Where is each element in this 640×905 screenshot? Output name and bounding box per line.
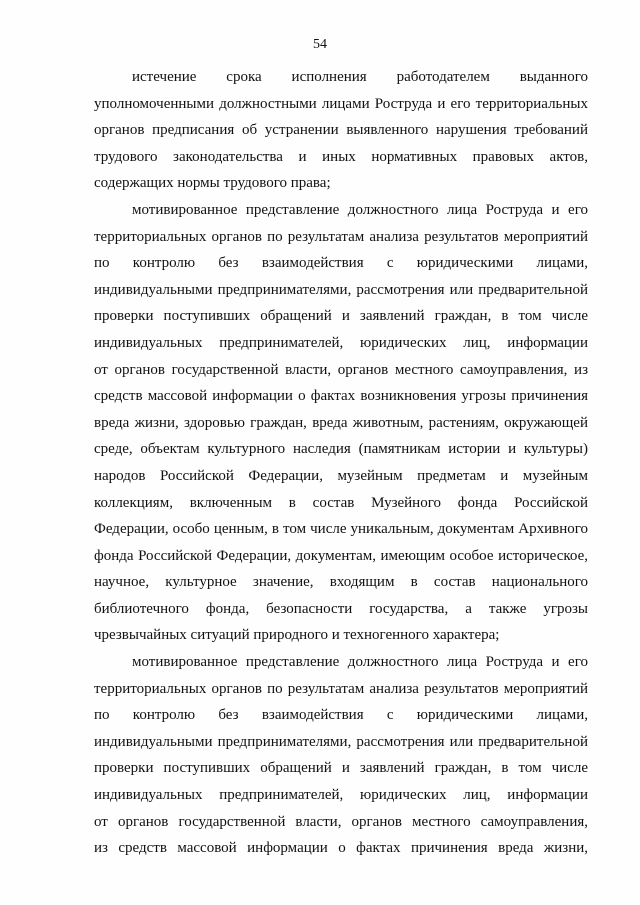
text-line: индивидуальными предпринимателями, рассмотрения или предварительной: [94, 281, 588, 298]
text-line: органов предписания об устранении выявленного нарушения требований: [94, 122, 588, 139]
text-line: от органов государственной власти, органов местного самоуправления,: [94, 813, 588, 830]
text-line: территориальных органов по результатам анализа результатов мероприятий: [94, 680, 588, 697]
text-line: мотивированное представление должностного лица Роструда и его: [132, 201, 588, 218]
text-line: проверки поступивших обращений и заявлений граждан, в том числе: [94, 760, 588, 777]
text-line: мотивированное представление должностного лица Роструда и его: [132, 654, 588, 671]
text-line: от органов государственной власти, органов местного самоуправления, из: [94, 361, 588, 378]
text-line: из средств массовой информации о фактах причинения вреда жизни,: [94, 840, 588, 857]
text-line: библиотечного фонда, безопасности государства, а также угрозы: [94, 600, 588, 617]
text-line: по контролю без взаимодействия с юридическими лицами,: [94, 255, 588, 272]
page-number: 54: [313, 37, 327, 52]
text-line: среде, объектам культурного наследия (памятникам истории и культуры): [94, 441, 588, 458]
text-line: народов Российской Федерации, музейным предметам и музейным: [94, 467, 588, 484]
text-line: фонда Российской Федерации, документам, имеющим особое историческое,: [94, 547, 588, 564]
text-line: содержащих нормы трудового права;: [94, 175, 331, 192]
text-line: проверки поступивших обращений и заявлений граждан, в том числе: [94, 308, 588, 325]
paragraph: [94, 649, 588, 862]
text-line: истечение срока исполнения работодателем выданного: [132, 69, 588, 85]
document-body: [94, 64, 588, 862]
text-line: коллекциям, включенным в состав Музейного фонда Российской: [94, 494, 588, 511]
text-line: вреда жизни, здоровью граждан, вреда животным, растениям, окружающей: [94, 414, 588, 431]
text-line: чрезвычайных ситуаций природного и техногенного характера;: [94, 627, 500, 644]
paragraph: [94, 64, 588, 197]
paragraph: [94, 197, 588, 649]
text-line: индивидуальных предпринимателей, юридических лиц, информации: [94, 787, 588, 804]
text-line: трудового законодательства и иных нормативных правовых актов,: [94, 148, 588, 165]
text-line: научное, культурное значение, входящим в состав национального: [94, 574, 588, 591]
text-line: по контролю без взаимодействия с юридическими лицами,: [94, 707, 588, 724]
text-line: индивидуальных предпринимателей, юридических лиц, информации: [94, 334, 588, 351]
text-line: территориальных органов по результатам анализа результатов мероприятий: [94, 228, 588, 245]
text-line: Федерации, особо ценным, в том числе уникальным, документам Архивного: [94, 521, 588, 538]
text-line: средств массовой информации о фактах возникновения угрозы причинения: [94, 388, 588, 405]
text-line: уполномоченными должностными лицами Роструда и его территориальных: [94, 95, 588, 112]
text-line: индивидуальными предпринимателями, рассмотрения или предварительной: [94, 733, 588, 750]
